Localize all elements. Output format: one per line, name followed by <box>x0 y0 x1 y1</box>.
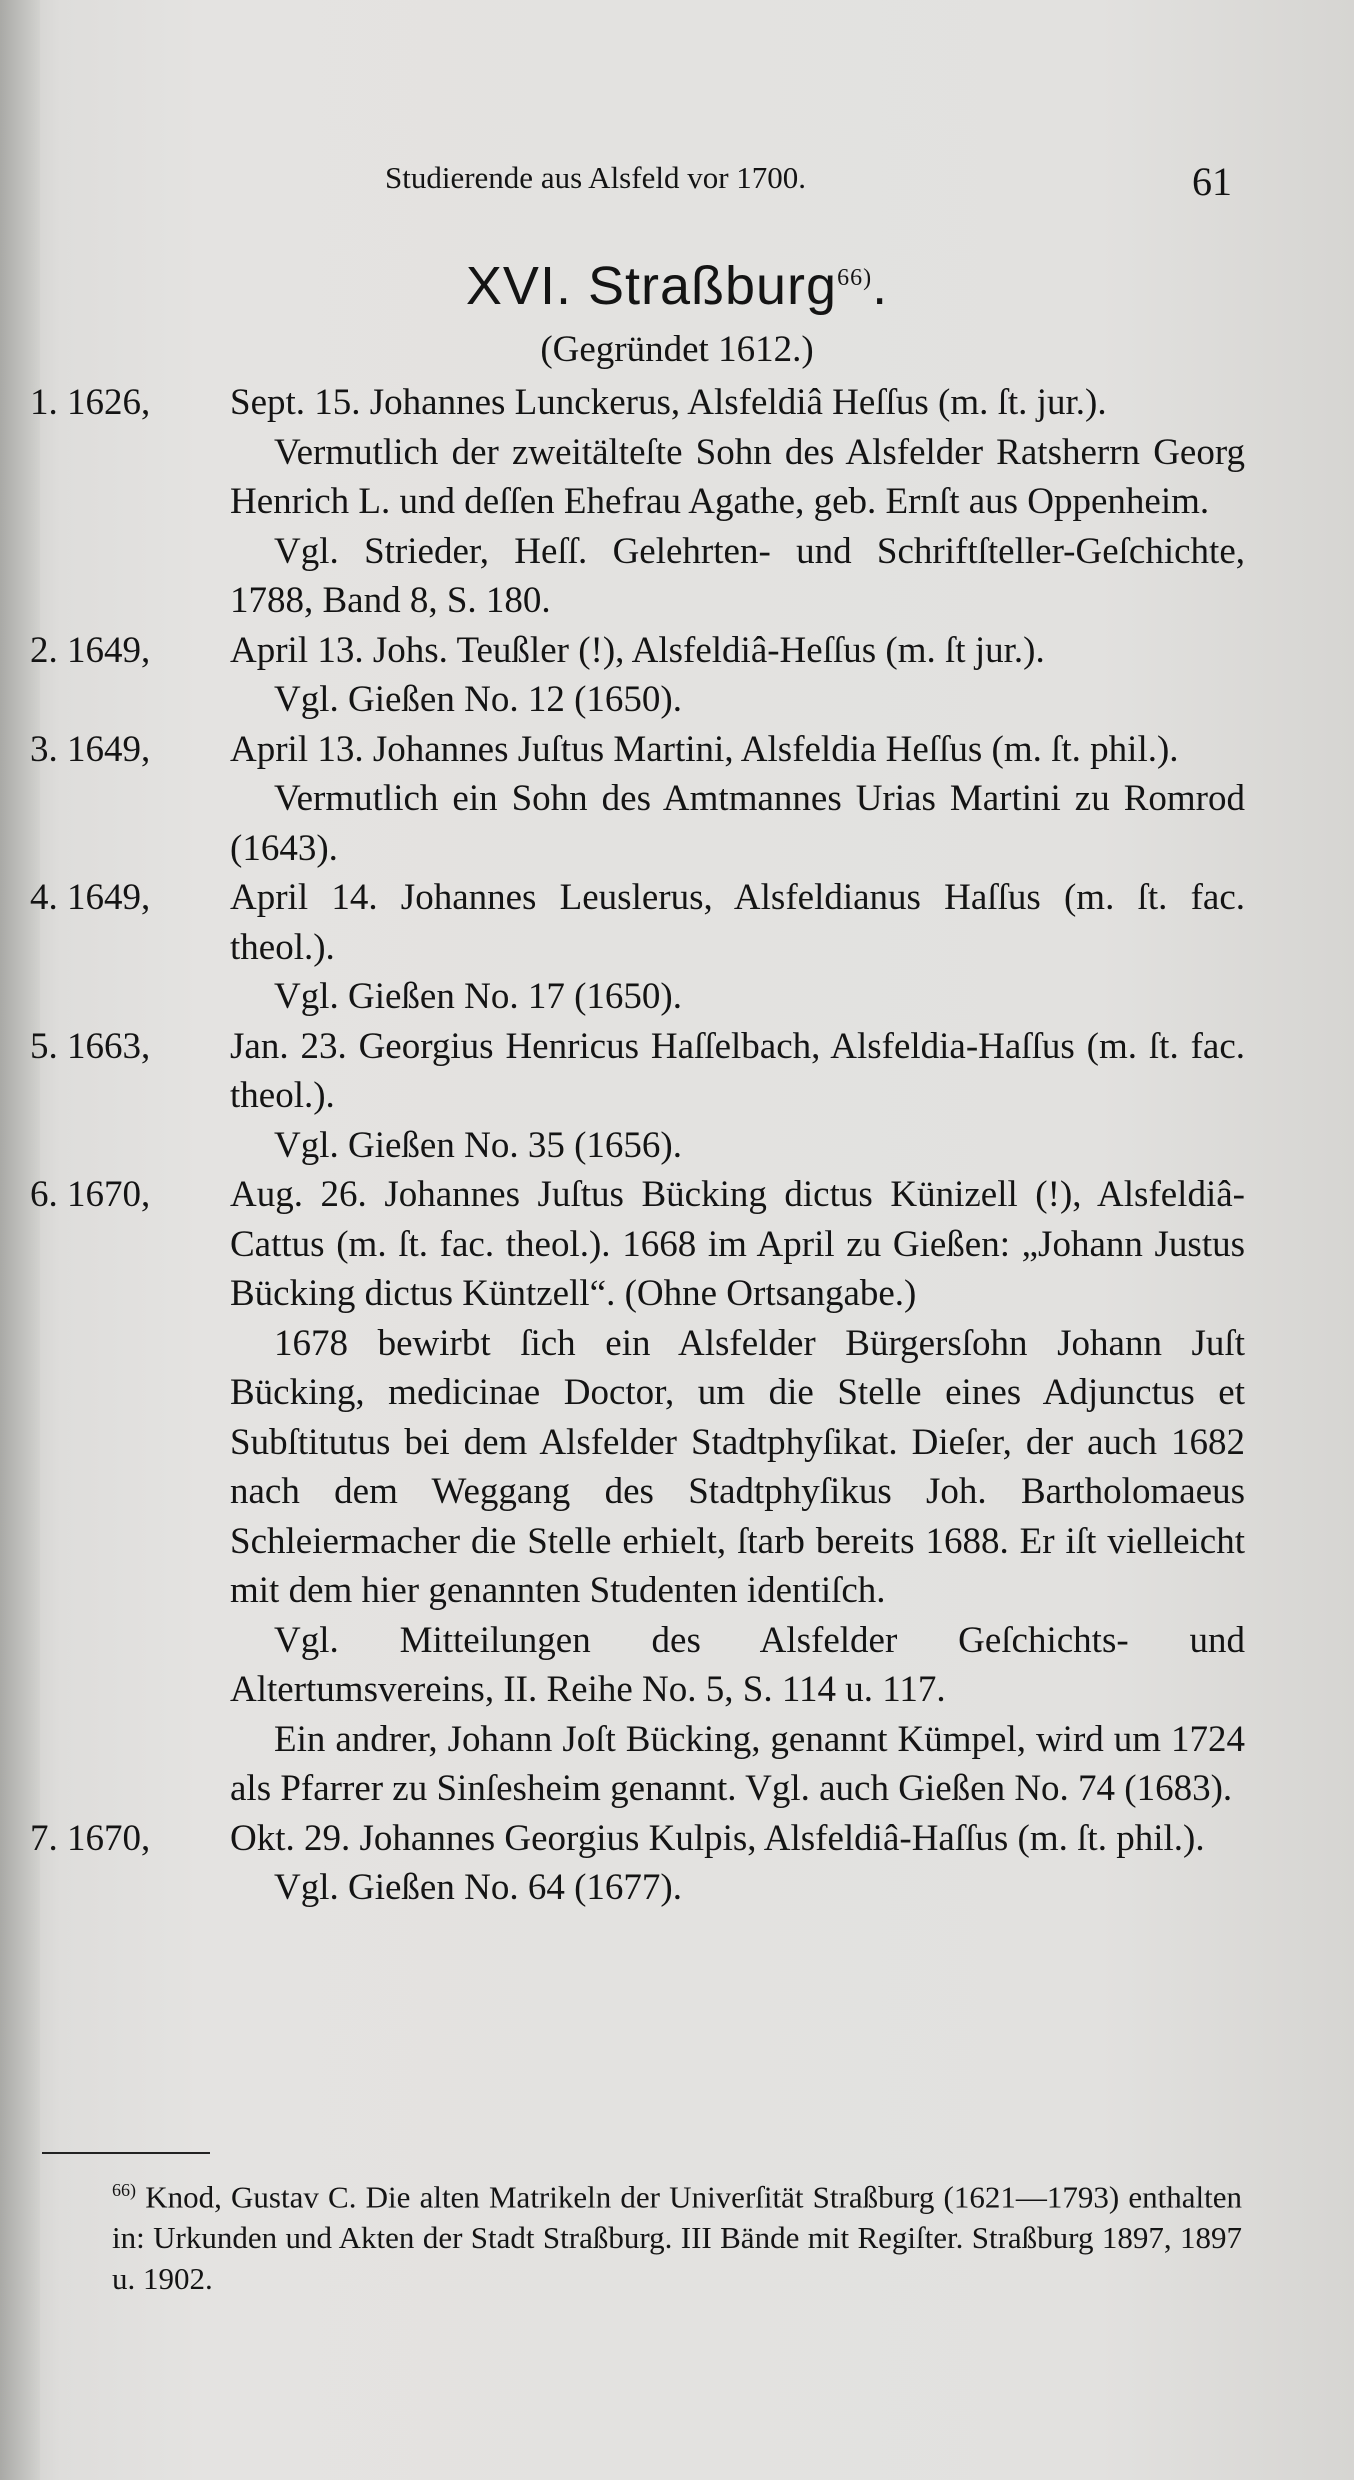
entry-1 <box>30 378 1245 626</box>
entry-paragraph: Vgl. Strieder, Heſſ. Gelehrten- und Schriftſteller-Geſchichte, 1788, Band 8, S. 180. <box>230 530 1245 621</box>
entries-list <box>30 378 1245 1913</box>
entry-paragraph: Aug. 26. Johannes Juſtus Bücking dictus Künizell (!), Alsfeldiâ-Cattus (m. ſt. fac. theol.). 1668 im April zu Gießen: „Johann Justus Bücking dictus Küntzell“. (Ohne Ortsangabe.) <box>230 1174 1245 1314</box>
entry-paragraph: Vgl. Mitteilungen des Alsfelder Geſchichts- und Altertumsvereins, II. Reihe No. 5, S. 114 u. 117. <box>230 1619 1245 1710</box>
entry-2 <box>30 626 1245 725</box>
entry-paragraph: Jan. 23. Georgius Henricus Haſſelbach, Alsfeldia-Haſſus (m. ſt. fac. theol.). <box>230 1025 1245 1116</box>
entry-5 <box>30 1022 1245 1171</box>
section-subtitle: (Gegründet 1612.) <box>540 329 814 370</box>
entry-paragraph: Vermutlich der zweitälteſte Sohn des Alsfelder Ratsherrn Georg Henrich L. und deſſen Ehefrau Agathe, geb. Ernſt aus Oppenheim. <box>230 431 1245 522</box>
footnote-text: Knod, Gustav C. Die alten Matrikeln der Univerſität Straßburg (1621—1793) enthalten in: Urkunden und Akten der Stadt Straßburg. III Bände mit Regiſter. Straßburg 1897, 1897 u. 1902. <box>112 2179 1242 2297</box>
entry-paragraph: Vgl. Gießen No. 12 (1650). <box>274 679 682 720</box>
section-title: XVI. Straßburg$^{66)}$. <box>465 256 889 316</box>
page-number: 61 <box>1192 159 1232 204</box>
entry-paragraph: Ein andrer, Johann Joſt Bücking, genannt Kümpel, wird um 1724 als Pfarrer zu Sinſesheim genannt. Vgl. auch Gießen No. 74 (1683). <box>230 1718 1245 1809</box>
entry-6 <box>30 1170 1245 1814</box>
entry-7 <box>30 1814 1245 1913</box>
entry-paragraph: 1678 bewirbt ſich ein Alsfelder Bürgersſohn Johann Juſt Bücking, medicinae Doctor, um die Stelle eines Adjunctus et Subſtitutus bei dem Alsfelder Stadtphyſikat. Dieſer, der auch 1682 nach dem Weggang des Stadtphyſikus Joh. Bartholomaeus Schleiermacher die Stelle erhielt, ſtarb bereits 1688. Er iſt vielleicht mit dem hier genannten Studenten identiſch. <box>230 1322 1245 1611</box>
entry-paragraph: Vgl. Gießen No. 64 (1677). <box>274 1867 682 1908</box>
entry-3 <box>30 725 1245 874</box>
section-title-text: XVI. Straßburg <box>465 256 838 316</box>
running-header-title: Studierende aus Alsfeld vor 1700. <box>385 160 807 195</box>
entry-paragraph: April 13. Johannes Juſtus Martini, Alsfeldia Heſſus (m. ſt. phil.). <box>230 728 1179 770</box>
entry-number: 2. 1649, <box>30 629 151 671</box>
entry-number: 6. 1670, <box>30 1174 151 1215</box>
footnote-marker: 66) <box>112 2180 136 2200</box>
entry-number: 4. 1649, <box>30 877 151 918</box>
footnote <box>42 2170 1242 2299</box>
entry-4 <box>30 873 1245 1022</box>
entry-paragraph: April 14. Johannes Leuslerus, Alsfeldianus Haſſus (m. ſt. fac. theol.). <box>230 877 1245 968</box>
entry-number: 3. 1649, <box>30 728 151 770</box>
entry-paragraph: Sept. 15. Johannes Lunckerus, Alsfeldiâ Heſſus (m. ſt. jur.). <box>230 382 1107 423</box>
entry-number: 7. 1670, <box>30 1817 151 1859</box>
entry-number: 1. 1626, <box>30 382 151 423</box>
entry-paragraph: Vgl. Gießen No. 17 (1650). <box>274 976 682 1017</box>
entry-paragraph: Vgl. Gießen No. 35 (1656). <box>274 1124 682 1166</box>
entry-paragraph: Vermutlich ein Sohn des Amtmannes Urias Martini zu Romrod (1643). <box>230 778 1245 869</box>
footnote-reference: 66) <box>837 265 873 291</box>
entry-paragraph: Okt. 29. Johannes Georgius Kulpis, Alsfeldiâ-Haſſus (m. ſt. phil.). <box>230 1817 1205 1859</box>
running-header <box>0 160 1354 210</box>
entry-number: 5. 1663, <box>30 1025 151 1067</box>
entry-paragraph: April 13. Johs. Teußler (!), Alsfeldiâ-Heſſus (m. ſt jur.). <box>230 629 1045 671</box>
footnote-divider <box>42 2152 210 2154</box>
